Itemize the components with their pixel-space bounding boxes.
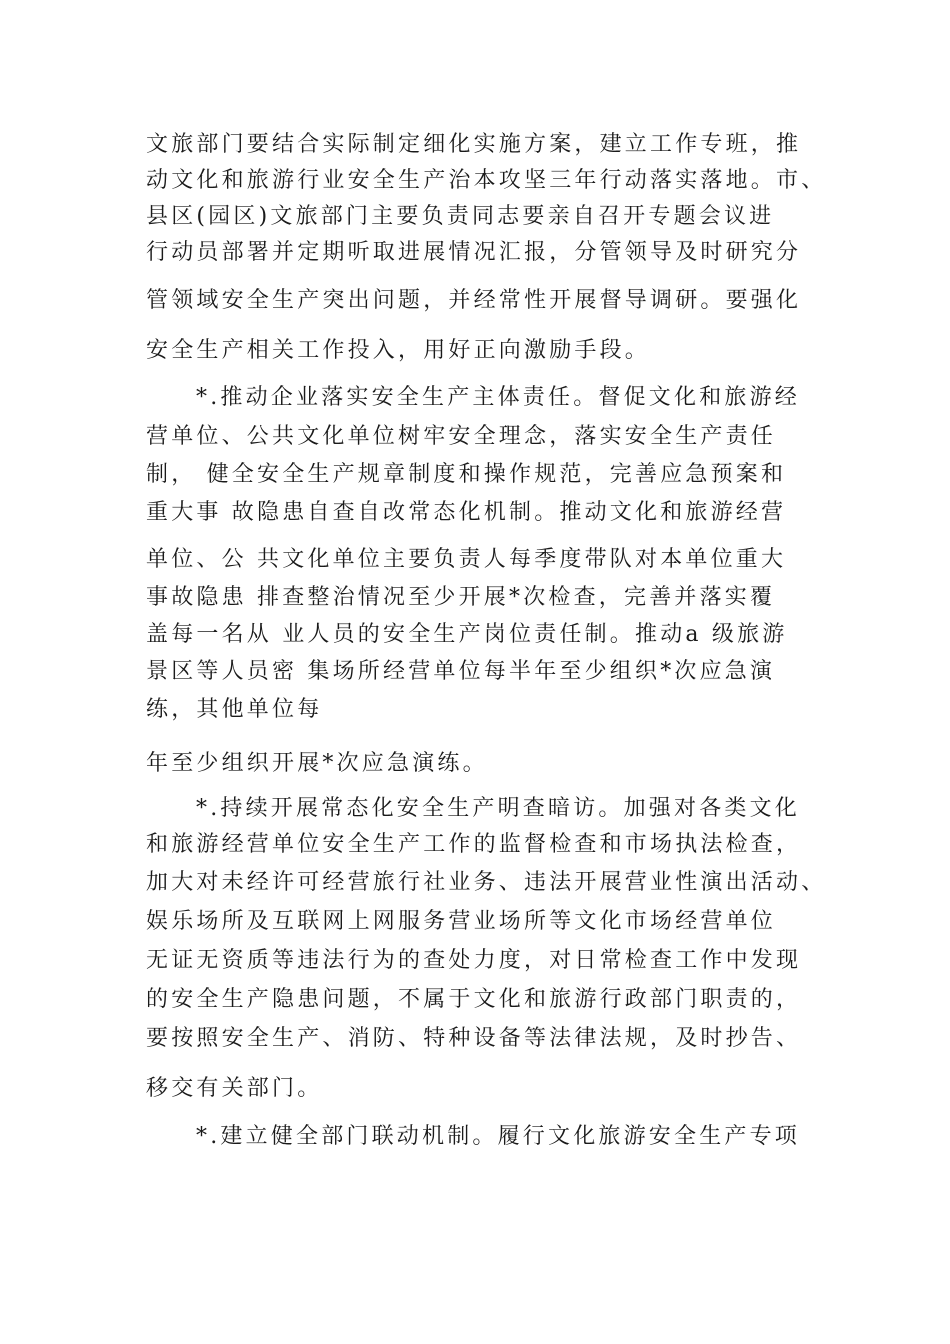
text-line: 行动员部署并定期听取进展情况汇报，分管领导及时研究分 [146, 240, 802, 265]
text-line: 的安全生产隐患问题，不属于文化和旅游行政部门职责的， [146, 987, 802, 1012]
text-line: *.推动企业落实安全生产主体责任。督促文化和旅游经 [196, 385, 800, 410]
text-line: 文旅部门要结合实际制定细化实施方案，建立工作专班，推 [146, 132, 802, 157]
text-line: 和旅游经营单位安全生产工作的监督检查和市场执法检查， [146, 832, 802, 857]
text-line: 娱乐场所及互联网上网服务营业场所等文化市场经营单位 [146, 909, 777, 934]
text-line: *.建立健全部门联动机制。履行文化旅游安全生产专项 [196, 1124, 800, 1149]
text-line: 管领域安全生产突出问题，并经常性开展督导调研。要强化 [146, 288, 802, 313]
text-line: 单位、公 共文化单位主要负责人每季度带队对本单位重大 [146, 547, 787, 572]
text-line: 加大对未经许可经营旅行社业务、违法开展营业性演出活动、 [146, 870, 827, 895]
text-line: 盖每一名从 业人员的安全生产岗位责任制。推动a 级旅游 [146, 622, 788, 647]
text-line: 事故隐患 排查整治情况至少开展*次检查，完善并落实覆 [146, 585, 776, 610]
text-line: 县区(园区)文旅部门主要负责同志要亲自召开专题会议进 [146, 204, 775, 229]
text-line: 练，其他单位每 [146, 697, 323, 722]
text-line: 动文化和旅游行业安全生产治本攻坚三年行动落实落地。市、 [146, 168, 827, 193]
text-line: 营单位、公共文化单位树牢安全理念，落实安全生产责任 [146, 424, 777, 449]
text-line: 无证无资质等违法行为的查处力度，对日常检查工作中发现 [146, 948, 802, 973]
text-line: *.持续开展常态化安全生产明查暗访。加强对各类文化 [196, 796, 800, 821]
text-line: 景区等人员密 集场所经营单位每半年至少组织*次应急演 [146, 659, 776, 684]
text-line: 要按照安全生产、消防、特种设备等法律法规，及时抄告、 [146, 1026, 802, 1051]
text-line: 安全生产相关工作投入，用好正向激励手段。 [146, 338, 651, 363]
text-line: 重大事 故隐患自查自改常态化机制。推动文化和旅游经营 [146, 500, 787, 525]
text-line: 年至少组织开展*次应急演练。 [146, 751, 488, 776]
text-line: 制， 健全安全生产规章制度和操作规范，完善应急预案和 [146, 462, 787, 487]
text-line: 移交有关部门。 [146, 1076, 323, 1101]
